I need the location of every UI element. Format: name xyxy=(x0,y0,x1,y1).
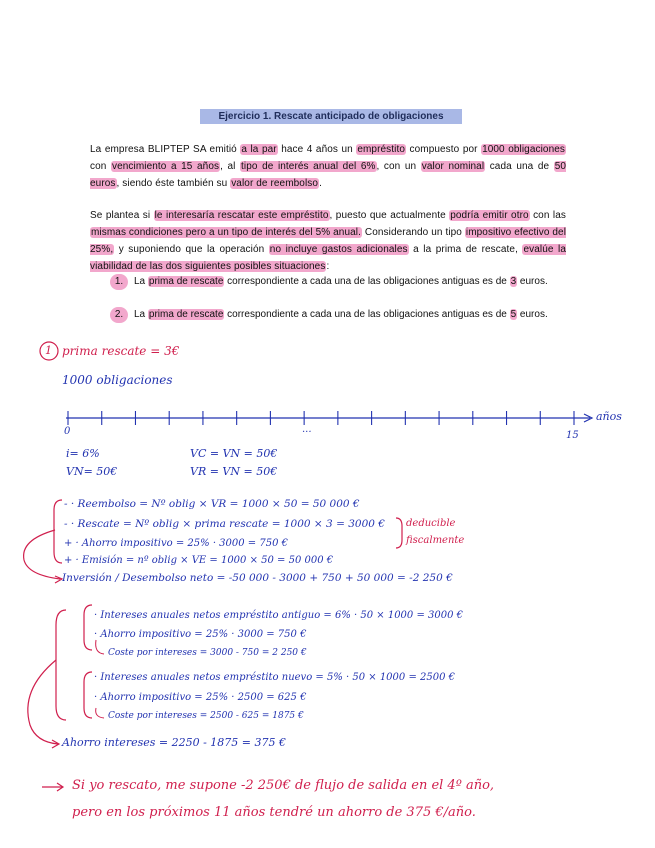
vn-note: VN= 50€ xyxy=(66,465,118,478)
highlighted-text: evalúe la viabilidad de las dos siguientes posibles situaciones xyxy=(90,244,566,272)
arrow-coste-2 xyxy=(96,708,104,718)
interest-rate-note: i= 6% xyxy=(66,447,100,460)
coste-nuevo-line: Coste por intereses = 2500 - 625 = 1875 € xyxy=(108,711,304,721)
arrow-coste-1 xyxy=(96,640,104,654)
case-number: 1 xyxy=(45,344,52,357)
highlighted-text: empréstito xyxy=(357,144,406,155)
body-text: hace 4 años un xyxy=(277,144,357,155)
axis-unit-label: años xyxy=(596,410,622,423)
list-number: 2. xyxy=(110,307,128,323)
conclusion-line-2: pero en los próximos 11 años tendré un ahorro de 375 €/año. xyxy=(72,805,476,820)
body-text: Considerando un tipo xyxy=(361,227,465,238)
body-text: . xyxy=(319,178,322,189)
body-text: correspondiente a cada una de las obligaciones antiguas es de xyxy=(224,309,510,320)
obligaciones-note: 1000 obligaciones xyxy=(62,373,173,387)
body-text: a la prima de rescate, xyxy=(408,244,523,255)
reembolso-line: - · Reembolso = Nº oblig × VR = 1000 × 50 = 50 000 € xyxy=(64,498,360,510)
body-text: con xyxy=(90,161,111,172)
conclusion-line-1: Si yo rescato, me supone -2 250€ de flujo de salida en el 4º año, xyxy=(72,778,495,793)
highlighted-text: 1000 obligaciones xyxy=(482,144,565,155)
body-text: : xyxy=(326,261,330,272)
vc-note: VC = VN = 50€ xyxy=(190,447,278,460)
highlighted-text: vencimiento a 15 años xyxy=(111,161,220,172)
bracket-new-loan xyxy=(84,672,92,718)
body-text: , al xyxy=(220,161,241,172)
axis-start-label: 0 xyxy=(64,426,71,437)
list-number: 1. xyxy=(110,274,128,290)
highlighted-text: valor de reembolso xyxy=(231,178,319,189)
axis-end-label: 15 xyxy=(566,430,579,441)
emision-line: + · Emisión = nº oblig × VE = 1000 × 50 = 50 000 € xyxy=(64,555,334,566)
highlighted-text: valor nominal xyxy=(421,161,485,172)
body-text: y suponiendo que la operación xyxy=(114,244,269,255)
exercise-title: Ejercicio 1. Rescate anticipado de obligaciones xyxy=(200,109,462,124)
body-text: La xyxy=(134,276,148,287)
ahorro-nuevo-line: · Ahorro impositivo = 25% · 2500 = 625 € xyxy=(94,692,307,703)
body-text: , siendo éste también su xyxy=(116,178,231,189)
arrow-head-inversion xyxy=(55,576,62,583)
highlighted-text: prima de rescate xyxy=(148,309,224,320)
highlighted-text: a la par xyxy=(241,144,277,155)
body-text: correspondiente a cada una de las obligaciones antiguas es de xyxy=(224,276,510,287)
intereses-antiguo-line: · Intereses anuales netos empréstito antiguo = 6% · 50 × 1000 = 3000 € xyxy=(94,610,464,621)
highlighted-text: no incluye gastos adicionales xyxy=(269,244,408,255)
body-text: euros. xyxy=(517,309,548,320)
highlighted-text: prima de rescate xyxy=(148,276,224,287)
highlighted-text: impositivo efectivo del 25%, xyxy=(90,227,567,255)
highlighted-text: 5 xyxy=(510,309,517,320)
rescate-line: - · Rescate = Nº oblig × prima rescate = 1000 × 3 = 3000 € xyxy=(64,518,385,530)
prima-rescate-note: prima rescate = 3€ xyxy=(62,344,180,358)
highlighted-text: tipo de interés anual del 6% xyxy=(241,161,376,172)
body-text: compuesto por xyxy=(406,144,482,155)
body-text: Se plantea si xyxy=(90,210,154,221)
intereses-nuevo-line: · Intereses anuales netos empréstito nuevo = 5% · 50 × 1000 = 2500 € xyxy=(94,672,455,683)
body-text: , con un xyxy=(376,161,421,172)
highlighted-text: podría emitir otro xyxy=(450,210,529,221)
body-text: con las xyxy=(529,210,567,221)
bracket-deducible xyxy=(396,518,402,548)
bracket-interest xyxy=(56,610,66,720)
highlighted-text: 50 euros xyxy=(90,161,567,189)
body-text: euros. xyxy=(517,276,548,287)
ahorro-impositivo-line: + · Ahorro impositivo = 25% · 3000 = 750 € xyxy=(64,538,288,549)
body-text: La xyxy=(134,309,148,320)
arrow-curve-ahorro xyxy=(28,660,58,744)
body-text: cada una de xyxy=(485,161,554,172)
ahorro-antiguo-line: · Ahorro impositivo = 25% · 3000 = 750 € xyxy=(94,629,307,640)
body-text: La empresa BLIPTEP SA emitió xyxy=(90,144,241,155)
deducible-note: deducible fiscalmente xyxy=(406,518,465,546)
highlighted-text: le interesaría rescatar este empréstito xyxy=(154,210,329,221)
highlighted-text: 3 xyxy=(510,276,517,287)
coste-antiguo-line: Coste por intereses = 3000 - 750 = 2 250 € xyxy=(108,648,307,658)
inversion-line: Inversión / Desembolso neto = -50 000 - 3000 + 750 + 50 000 = -2 250 € xyxy=(62,572,453,584)
bracket-old-loan xyxy=(84,605,92,650)
bracket-flows xyxy=(54,500,62,563)
axis-dots-label: ... xyxy=(302,424,312,435)
body-text: , puesto que actualmente xyxy=(329,210,450,221)
vr-note: VR = VN = 50€ xyxy=(190,465,278,478)
ahorro-intereses-line: Ahorro intereses = 2250 - 1875 = 375 € xyxy=(62,736,286,749)
highlighted-text: mismas condiciones pero a un tipo de interés del 5% anual. xyxy=(91,227,361,238)
